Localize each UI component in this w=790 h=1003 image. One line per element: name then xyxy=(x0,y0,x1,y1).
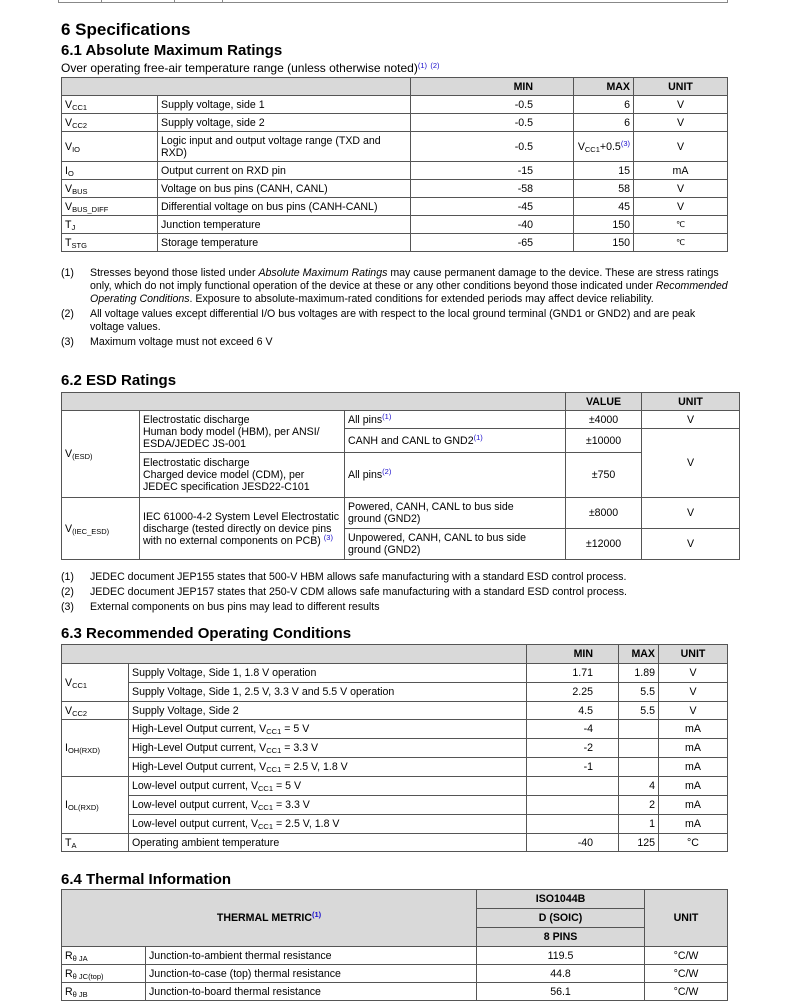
table-header-row xyxy=(62,393,740,411)
table-row xyxy=(62,947,728,965)
param-desc: Storage temperature xyxy=(158,234,411,252)
esd-footnotes xyxy=(61,571,731,616)
unit: V xyxy=(634,114,728,132)
col-pins: 8 PINS xyxy=(477,928,645,947)
max-value: 150 xyxy=(574,216,634,234)
param-symbol: $V_{BUS}$ xyxy=(62,180,158,198)
max-value: 45 xyxy=(574,198,634,216)
table-row xyxy=(62,965,728,983)
col-device: ISO1044B xyxy=(477,890,645,909)
max-value: 5.5 xyxy=(619,683,659,702)
unit: V xyxy=(634,198,728,216)
param-desc: High-Level Output current, $V_{CC1} = 2.5$ V, 1.8 V xyxy=(129,758,527,777)
param-symbol: $R_{\theta JB}$ xyxy=(62,983,146,1001)
footnote-ref[interactable]: (1) xyxy=(312,910,322,919)
col-value: VALUE xyxy=(566,393,642,411)
col-min: MIN xyxy=(411,78,574,96)
table-row xyxy=(62,498,740,529)
value: 56.1 xyxy=(477,983,645,1001)
max-value: 58 xyxy=(574,180,634,198)
min-value: -15 xyxy=(411,162,574,180)
param-desc: Supply Voltage, Side 2 xyxy=(129,702,527,720)
table-row xyxy=(62,815,728,834)
condition: Unpowered, CANH, CANL to bus side ground (GND2) xyxy=(345,529,566,560)
max-value: 15 xyxy=(574,162,634,180)
unit: mA xyxy=(659,720,728,739)
col-max: MAX xyxy=(574,78,634,96)
footnote: (1) Stresses beyond those listed under Absolute Maximum Ratings may cause permanent damage to the device. These are stress ratings only, which do not imply functional operation of the device at these or any other conditions beyond those indicated under Recommended Operating Conditions. Exposure to absolute-maximum-rated conditions for extended periods may affect device reliability. xyxy=(61,267,728,305)
unit: V xyxy=(642,411,740,429)
max-value: 2 xyxy=(619,796,659,815)
param-desc: Junction temperature xyxy=(158,216,411,234)
min-value xyxy=(527,815,619,834)
footnote: (1) JEDEC document JEP155 states that 500-V HBM allows safe manufacturing with a standard ESD control process. xyxy=(61,571,627,583)
min-value: -1 xyxy=(527,758,619,777)
table-row xyxy=(62,162,728,180)
param-desc: Supply Voltage, Side 1, 1.8 V operation xyxy=(129,664,527,683)
param-desc: Junction-to-case (top) thermal resistance xyxy=(146,965,477,983)
min-value: 2.25 xyxy=(527,683,619,702)
max-value: 6 xyxy=(574,114,634,132)
condition: All pins$^{(2)}$ xyxy=(345,453,566,498)
max-value: 1.89 xyxy=(619,664,659,683)
unit: mA xyxy=(659,777,728,796)
col-unit: UNIT xyxy=(645,890,728,947)
param-desc: Junction-to-board thermal resistance xyxy=(146,983,477,1001)
abs-max-table xyxy=(61,77,728,252)
param-symbol: $I_{OH(RXD)}$ xyxy=(62,720,129,777)
value: ±8000 xyxy=(566,498,642,529)
min-value: -0.5 xyxy=(411,132,574,162)
param-desc: Output current on RXD pin xyxy=(158,162,411,180)
param-symbol: $I_O$ xyxy=(62,162,158,180)
table-row xyxy=(62,834,728,852)
min-value: 4.5 xyxy=(527,702,619,720)
min-value: -40 xyxy=(411,216,574,234)
param-symbol: $V_{(ESD)}$ xyxy=(62,411,140,498)
unit: V xyxy=(642,429,740,498)
min-value: -0.5 xyxy=(411,96,574,114)
param-symbol: $V_{CC1}$ xyxy=(62,96,158,114)
unit: V xyxy=(634,132,728,162)
table-header-row xyxy=(62,645,728,664)
max-value: 4 xyxy=(619,777,659,796)
table-row xyxy=(62,411,740,429)
max-value xyxy=(619,720,659,739)
unit: mA xyxy=(659,739,728,758)
abs-max-caption: Over operating free-air temperature range (unless otherwise noted)$^{(1)}$ $^{(2)}$ xyxy=(61,61,440,75)
param-desc: Logic input and output voltage range (TXD and RXD) xyxy=(158,132,411,162)
abs-max-title: 6.1 Absolute Maximum Ratings xyxy=(61,42,283,59)
table-row xyxy=(62,758,728,777)
max-value xyxy=(619,739,659,758)
unit: V xyxy=(634,180,728,198)
unit: ℃ xyxy=(634,234,728,252)
param-desc: Supply voltage, side 2 xyxy=(158,114,411,132)
max-value: 125 xyxy=(619,834,659,852)
thermal-title: 6.4 Thermal Information xyxy=(61,871,232,888)
unit: °C/W xyxy=(645,965,728,983)
table-row xyxy=(62,114,728,132)
footnote-ref[interactable]: (1) xyxy=(473,432,483,442)
footnote: (3) External components on bus pins may lead to different results xyxy=(61,601,380,613)
param-symbol: $R_{\theta JA}$ xyxy=(62,947,146,965)
param-desc: Low-level output current, $V_{CC1} = 5$ V xyxy=(129,777,527,796)
param-symbol: $I_{OL(RXD)}$ xyxy=(62,777,129,834)
table-row xyxy=(62,234,728,252)
footnote: (2) JEDEC document JEP157 states that 250-V CDM allows safe manufacturing with a standard ESD control process. xyxy=(61,586,628,598)
param-desc: Supply voltage, side 1 xyxy=(158,96,411,114)
max-value: 1 xyxy=(619,815,659,834)
param-desc: Voltage on bus pins (CANH, CANL) xyxy=(158,180,411,198)
col-thermal-metric: THERMAL METRIC$^{(1)}$ xyxy=(62,890,477,947)
footnote-ref[interactable]: (1) xyxy=(382,411,392,421)
param-desc: Electrostatic discharge Human body model (HBM), per ANSI/ ESDA/JEDEC JS-001 xyxy=(140,411,345,453)
min-value: -65 xyxy=(411,234,574,252)
max-value: $V_{CC1}+0.5^{(3)}$ xyxy=(574,132,634,162)
table-row xyxy=(62,132,728,162)
value: ±12000 xyxy=(566,529,642,560)
footnote-ref[interactable]: (3) xyxy=(620,138,630,148)
roc-title: 6.3 Recommended Operating Conditions xyxy=(61,625,352,642)
min-value xyxy=(527,777,619,796)
thermal-table xyxy=(61,889,728,1001)
footnote: (3) Maximum voltage must not exceed 6 V xyxy=(61,336,273,348)
roc-table xyxy=(61,644,728,852)
param-desc: High-Level Output current, $V_{CC1} = 3.3$ V xyxy=(129,739,527,758)
value: ±750 xyxy=(566,453,642,498)
table-header-row xyxy=(62,890,728,909)
unit: V xyxy=(642,529,740,560)
condition: All pins$^{(1)}$ xyxy=(345,411,566,429)
previous-table-fragment xyxy=(58,0,728,3)
param-desc: Junction-to-ambient thermal resistance xyxy=(146,947,477,965)
param-symbol: $V_{(IEC\_ESD)}$ xyxy=(62,498,140,560)
table-header-row xyxy=(62,78,728,96)
footnote-ref[interactable]: (2) xyxy=(430,61,440,70)
unit: V xyxy=(659,683,728,702)
param-symbol: $V_{BUS\_DIFF}$ xyxy=(62,198,158,216)
unit: °C/W xyxy=(645,983,728,1001)
min-value: -40 xyxy=(527,834,619,852)
value: ±10000 xyxy=(566,429,642,453)
unit: V xyxy=(634,96,728,114)
esd-title: 6.2 ESD Ratings xyxy=(61,372,177,389)
col-unit: UNIT xyxy=(659,645,728,664)
value: 119.5 xyxy=(477,947,645,965)
condition: CANH and CANL to GND2$^{(1)}$ xyxy=(345,429,566,453)
value: ±4000 xyxy=(566,411,642,429)
abs-max-footnotes xyxy=(61,267,731,351)
param-desc: Low-level output current, $V_{CC1} = 3.3$ V xyxy=(129,796,527,815)
col-min: MIN xyxy=(527,645,619,664)
unit: mA xyxy=(659,796,728,815)
max-value: 5.5 xyxy=(619,702,659,720)
param-desc: IEC 61000-4-2 System Level Electrostatic discharge (tested directly on device pins with no external components on PCB) $^{(3)}$ xyxy=(140,498,345,560)
max-value xyxy=(619,758,659,777)
max-value: 150 xyxy=(574,234,634,252)
unit: V xyxy=(642,498,740,529)
table-row xyxy=(62,720,728,739)
min-value: -45 xyxy=(411,198,574,216)
param-symbol: $T_J$ xyxy=(62,216,158,234)
min-value xyxy=(527,796,619,815)
param-symbol: $V_{CC1}$ xyxy=(62,664,129,702)
table-row xyxy=(62,96,728,114)
table-row xyxy=(62,683,728,702)
unit: V xyxy=(659,664,728,683)
col-unit: UNIT xyxy=(634,78,728,96)
condition: Powered, CANH, CANL to bus side ground (GND2) xyxy=(345,498,566,529)
unit: mA xyxy=(659,758,728,777)
value: 44.8 xyxy=(477,965,645,983)
param-desc: Electrostatic discharge Charged device model (CDM), per JEDEC specification JESD22-C101 xyxy=(140,453,345,498)
min-value: 1.71 xyxy=(527,664,619,683)
table-row xyxy=(62,983,728,1001)
param-symbol: $V_{CC2}$ xyxy=(62,114,158,132)
unit: V xyxy=(659,702,728,720)
col-max: MAX xyxy=(619,645,659,664)
table-row xyxy=(62,180,728,198)
footnote-ref[interactable]: (3) xyxy=(323,532,333,542)
section-title: 6 Specifications xyxy=(61,20,191,39)
param-desc: Differential voltage on bus pins (CANH-CANL) xyxy=(158,198,411,216)
unit: ℃ xyxy=(634,216,728,234)
param-desc: High-Level Output current, $V_{CC1} = 5$ V xyxy=(129,720,527,739)
unit: mA xyxy=(634,162,728,180)
min-value: -58 xyxy=(411,180,574,198)
param-symbol: $T_A$ xyxy=(62,834,129,852)
param-symbol: $T_{STG}$ xyxy=(62,234,158,252)
param-desc: Operating ambient temperature xyxy=(129,834,527,852)
col-unit: UNIT xyxy=(642,393,740,411)
table-row xyxy=(62,796,728,815)
unit: mA xyxy=(659,815,728,834)
table-row xyxy=(62,777,728,796)
footnote: (2) All voltage values except differential I/O bus voltages are with respect to the local ground terminal (GND1 or GND2) and are peak voltage values. xyxy=(61,308,696,333)
min-value: -2 xyxy=(527,739,619,758)
min-value: -4 xyxy=(527,720,619,739)
param-symbol: $V_{IO}$ xyxy=(62,132,158,162)
col-package: D (SOIC) xyxy=(477,909,645,928)
min-value: -0.5 xyxy=(411,114,574,132)
table-row xyxy=(62,216,728,234)
table-row xyxy=(62,739,728,758)
unit: °C/W xyxy=(645,947,728,965)
table-row xyxy=(62,702,728,720)
table-row xyxy=(62,453,740,498)
footnote-ref[interactable]: (2) xyxy=(382,467,392,476)
esd-table xyxy=(61,392,740,560)
param-desc: Supply Voltage, Side 1, 2.5 V, 3.3 V and 5.5 V operation xyxy=(129,683,527,702)
param-symbol: $R_{\theta JC(top)}$ xyxy=(62,965,146,983)
param-symbol: $V_{CC2}$ xyxy=(62,702,129,720)
unit: °C xyxy=(659,834,728,852)
table-row xyxy=(62,664,728,683)
table-row xyxy=(62,198,728,216)
param-desc: Low-level output current, $V_{CC1} = 2.5$ V, 1.8 V xyxy=(129,815,527,834)
max-value: 6 xyxy=(574,96,634,114)
footnote-ref[interactable]: (1) xyxy=(417,61,428,70)
